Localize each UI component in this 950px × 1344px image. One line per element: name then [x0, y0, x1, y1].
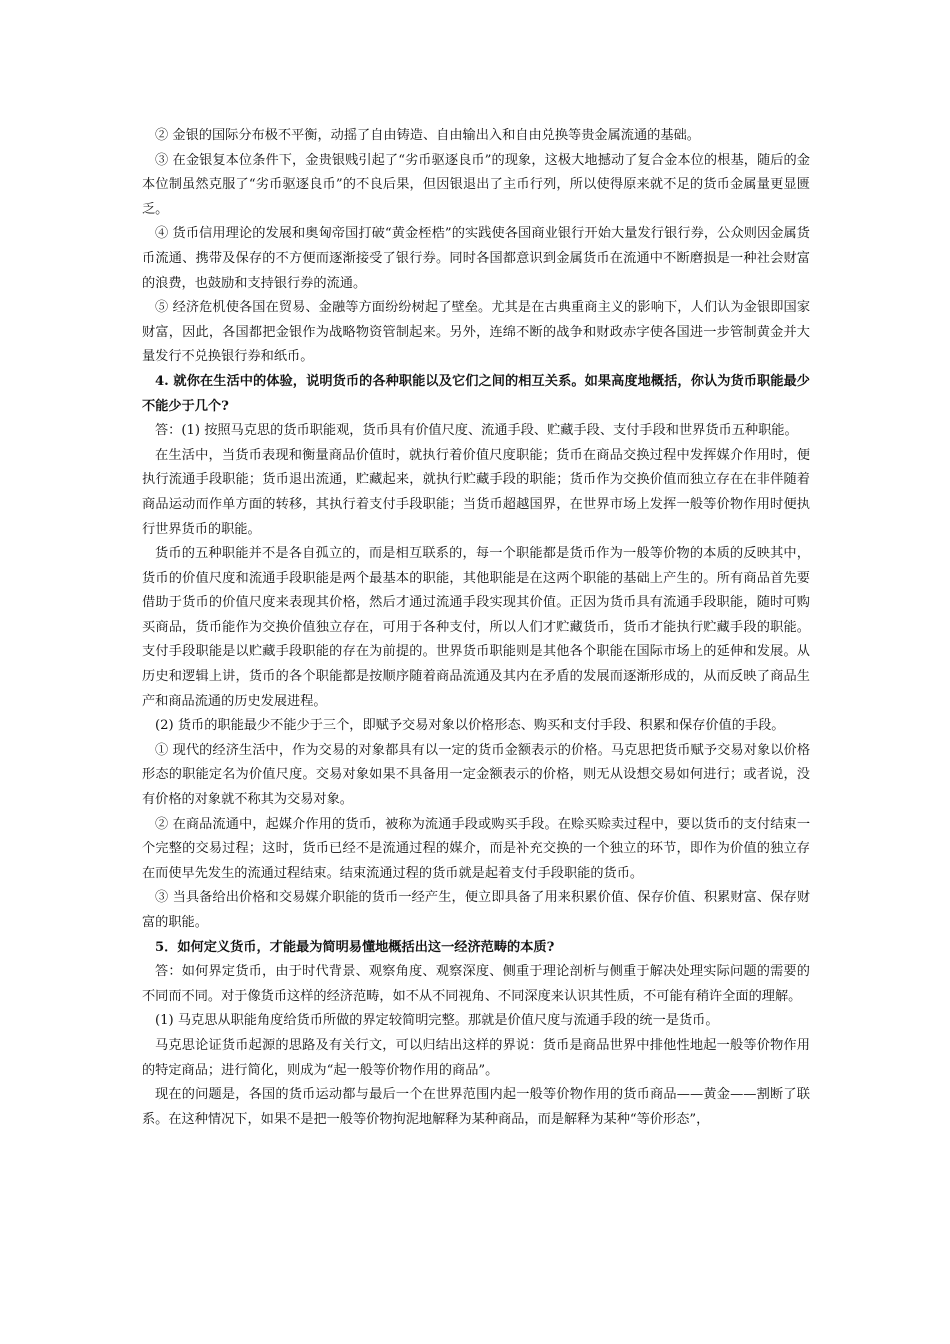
paragraph: 答：(1) 按照马克思的货币职能观，货币具有价值尺度、流通手段、贮藏手段、支付手段和世界货币五种职能。 [155, 423, 798, 439]
paragraph: (2) 货币的职能最少不能少于三个，即赋予交易对象以价格形态、购买和支付手段、积累和保存价值的手段。 [155, 718, 785, 734]
paragraph: ④ 货币信用理论的发展和奥匈帝国打破“黄金桎梏”的实践使各国商业银行开始大量发行银行券，公众则因金属货币流通、携带及保存的不方便而逐渐接受了银行券。同时各国都意识到金属货币在流通中不断磨损是一种社会财富的浪费，也鼓励和支持银行券的流通。 [142, 226, 810, 291]
document-body [142, 124, 810, 1132]
paragraph: 答：如何界定货币，由于时代背景、观察角度、观察深度、侧重于理论剖析与侧重于解决处理实际问题的需要的不同而不同。对于像货币这样的经济范畴，如不从不同视角、不同深度来认识其性质，不可能有稍许全面的理解。 [142, 964, 810, 1004]
paragraph: ① 现代的经济生活中，作为交易的对象都具有以一定的货币金额表示的价格。马克思把货币赋予交易对象以价格形态的职能定名为价值尺度。交易对象如果不具备用一定金额表示的价格，则无从设想交易如何进行；或者说，没有价格的对象就不称其为交易对象。 [142, 742, 810, 808]
paragraph: 在生活中，当货币表现和衡量商品价值时，就执行着价值尺度职能；货币在商品交换过程中发挥媒介作用时，便执行流通手段职能；货币退出流通，贮藏起来，就执行贮藏手段的职能；货币作为交换价值而独立存在在非伴随着商品运动而作单方面的转移，其执行着支付手段职能；当货币超越国界，在世界市场上发挥一般等价物作用时便执行世界货币的职能。 [142, 447, 810, 537]
paragraph: ③ 在金银复本位条件下，金贵银贱引起了“劣币驱逐良币”的现象，这极大地撼动了复合金本位的根基，随后的金本位制虽然克服了“劣币驱逐良币”的不良后果，但因银退出了主币行列，所以使得原来就不足的货币金属量更显匮乏。 [142, 152, 810, 217]
question-heading: 4. 就你在生活中的体验，说明货币的各种职能以及它们之间的相互关系。如果高度地概括，你认为货币职能最少不能少于几个? [142, 373, 810, 414]
paragraph: 现在的问题是，各国的货币运动都与最后一个在世界范围内起一般等价物作用的货币商品——黄金——割断了联系。在这种情况下，如果不是把一般等价物拘泥地解释为某种商品，而是解释为某种“等价形态”， [142, 1087, 810, 1127]
paragraph: ② 金银的国际分布极不平衡，动摇了自由铸造、自由输出入和自由兑换等贵金属流通的基础。 [155, 128, 700, 143]
question-heading: 5．如何定义货币，才能最为简明易懂地概括出这一经济范畴的本质? [155, 939, 555, 955]
paragraph: (1) 马克思从职能角度给货币所做的界定较简明完整。那就是价值尺度与流通手段的统一是货币。 [155, 1013, 719, 1029]
paragraph: 货币的五种职能并不是各自孤立的，而是相互联系的，每一个职能都是货币作为一般等价物的本质的反映其中，货币的价值尺度和流通手段职能是两个最基本的职能，其他职能是在这两个职能的基础上产生的。所有商品首先要借助于货币的价值尺度来表现其价格，然后才通过流通手段实现其价值。正因为货币具有流通手段职能，随时可购买商品，货币能作为交换价值独立存在，可用于各种支付，所以人们才贮藏货币，货币才能执行贮藏手段的职能。支付手段职能是以贮藏手段职能的存在为前提的。世界货币职能则是其他各个职能在国际市场上的延伸和发展。从历史和逻辑上讲，货币的各个职能都是按顺序随着商品流通及其内在矛盾的发展而逐渐形成的，从而反映了商品生产和商品流通的历史发展进程。 [142, 546, 810, 709]
paragraph: ⑤ 经济危机使各国在贸易、金融等方面纷纷树起了壁垒。尤其是在古典重商主义的影响下，人们认为金银即国家财富，因此，各国都把金银作为战略物资管制起来。另外，连绵不断的战争和财政赤字使各国进一步管制黄金并大量发行不兑换银行券和纸币。 [142, 300, 810, 365]
paragraph: 马克思论证货币起源的思路及有关行文，可以归结出这样的界说：货币是商品世界中排他性地起一般等价物作用的特定商品；进行简化，则成为“起一般等价物作用的商品”。 [142, 1037, 810, 1078]
paragraph: ② 在商品流通中，起媒介作用的货币，被称为流通手段或购买手段。在赊买赊卖过程中，要以货币的支付结束一个完整的交易过程；这时，货币已经不是流通过程的媒介，而是补充交换的一个独立的环节，即作为价值的独立存在而使早先发生的流通过程结束。结束流通过程的货币就是起着支付手段职能的货币。 [142, 816, 810, 881]
paragraph: ③ 当具备给出价格和交易媒介职能的货币一经产生，便立即具备了用来积累价值、保存价值、积累财富、保存财富的职能。 [142, 890, 810, 930]
